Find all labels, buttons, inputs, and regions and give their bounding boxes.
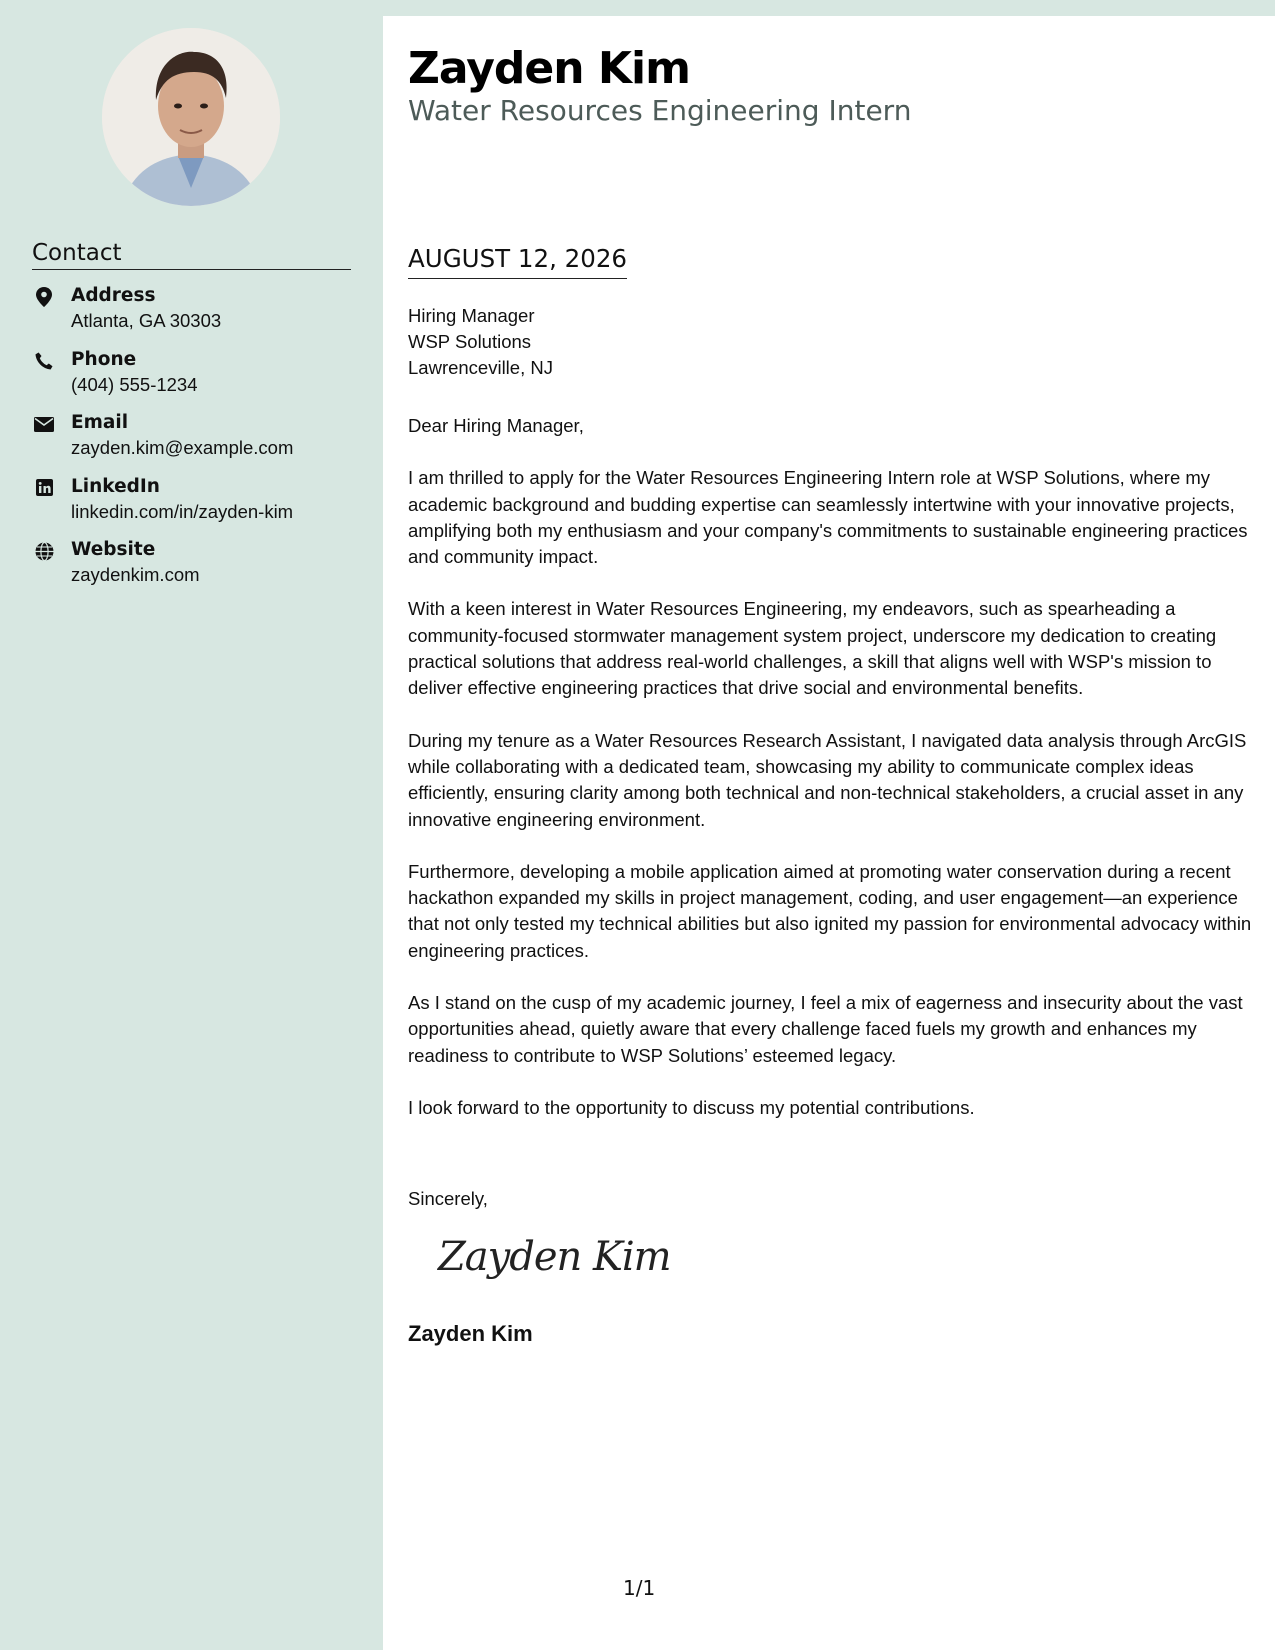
email-value[interactable]: zayden.kim@example.com <box>71 437 294 458</box>
contact-item-phone <box>32 349 362 413</box>
body-paragraph: During my tenure as a Water Resources Research Assistant, I navigated data analysis through ArcGIS while collaborating with a dedicated team, showcasing my ability to communicate complex ideas efficiently, ensuring clarity among both technical and non-technical stakeholders, a crucial asset in any innovative engineering environment. <box>408 729 1247 830</box>
profile-photo <box>102 28 280 206</box>
contact-label: Website <box>71 539 156 560</box>
address-value: Atlanta, GA 30303 <box>71 310 222 331</box>
contact-list <box>32 285 362 603</box>
linkedin-value[interactable]: linkedin.com/in/zayden-kim <box>71 500 294 522</box>
body-paragraph: With a keen interest in Water Resources Engineering, my endeavors, such as spearheading a community-focused stormwater management system project, underscore my dedication to creating practical solutions that address real-world challenges, a skill that aligns well with WSP's mission to deliver effective engineering practices that drive social and environmental benefits. <box>408 598 1217 699</box>
envelope-icon <box>34 414 54 434</box>
letter-main <box>383 16 1275 1650</box>
recipient-block <box>408 303 553 381</box>
contact-label: LinkedIn <box>71 475 160 497</box>
letter-date: AUGUST 12, 2026 <box>408 244 627 279</box>
recipient-line: Lawrenceville, NJ <box>408 357 553 378</box>
body-paragraph: As I stand on the cusp of my academic journey, I feel a mix of eagerness and insecurity about the vast opportunities ahead, quietly aware that every challenge faced fuels my growth and enhances my readiness to contribute to WSP Solutions’ esteemed legacy. <box>408 992 1243 1066</box>
linkedin-icon <box>34 478 54 498</box>
body-paragraph: I look forward to the opportunity to discuss my potential contributions. <box>408 1096 975 1118</box>
sidebar <box>0 0 383 1650</box>
contact-label: Email <box>71 412 129 433</box>
contact-label: Address <box>71 285 156 306</box>
contact-heading: Contact <box>32 240 351 270</box>
contact-item-email <box>32 412 362 476</box>
recipient-line: WSP Solutions <box>408 331 532 352</box>
page-number: 1/1 <box>623 1576 656 1600</box>
phone-value: (404) 555-1234 <box>71 373 198 395</box>
contact-label: Phone <box>71 348 137 370</box>
applicant-name: Zayden Kim <box>408 43 690 94</box>
body-paragraph: I am thrilled to apply for the Water Resources Engineering Intern role at WSP Solutions, where my academic background and budding expertise can seamlessly intertwine with your innovative projects, amplifying both my enthusiasm and your company's commitments to sustainable engineering practices and community impact. <box>408 467 1248 568</box>
signatory-name: Zayden Kim <box>408 1321 533 1346</box>
profile-photo-image <box>102 28 280 206</box>
applicant-role: Water Resources Engineering Intern <box>408 94 912 127</box>
contact-item-address <box>32 285 362 349</box>
body-paragraph: Furthermore, developing a mobile application aimed at promoting water conservation during a recent hackathon expanded my skills in project management, coding, and user engagement—an experience that not only tested my technical abilities but also ignited my passion for environmental advocacy within engineering practices. <box>408 860 1252 961</box>
globe-icon <box>34 541 54 561</box>
phone-icon <box>34 351 54 371</box>
contact-item-linkedin <box>32 476 362 540</box>
salutation: Dear Hiring Manager, <box>408 415 584 436</box>
closing: Sincerely, <box>408 1188 488 1209</box>
website-value[interactable]: zaydenkim.com <box>71 564 200 585</box>
handwritten-signature: Zayden Kim <box>438 1234 671 1280</box>
contact-item-website <box>32 539 362 603</box>
recipient-line: Hiring Manager <box>408 305 535 326</box>
map-pin-icon <box>34 287 54 307</box>
letter-body <box>408 413 1258 1147</box>
